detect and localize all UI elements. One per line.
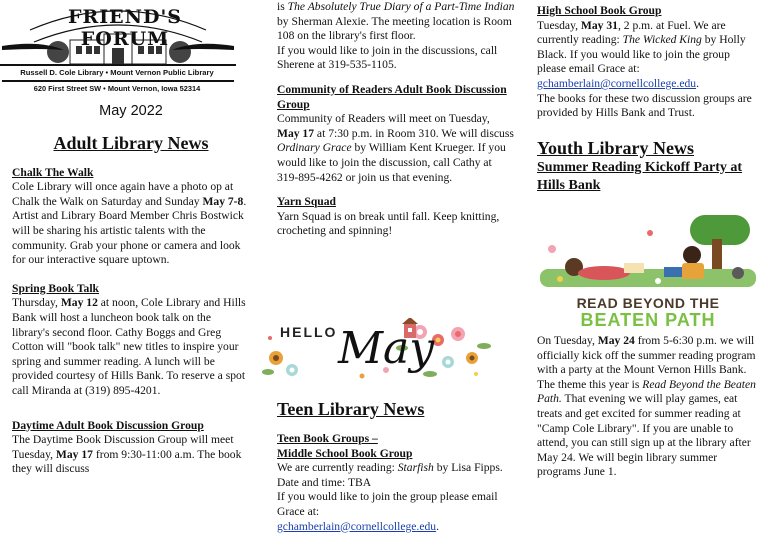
- kickoff-text: On Tuesday, May 24 from 5-6:30 p.m. we will officially kick off the summer reading program with a party at the Mount Vernon Hills Bank. The theme this year is Read Beyond the Beaten Path. That evening we will play games, eat treats and get excited for summer reading at "Camp Cole Library". If you are unable to attend, you can still sign up at the library after May 24. We will begin library summer programs June 1.: [537, 334, 756, 479]
- daytime-discussion-text: The Daytime Book Discussion Group will meet Tuesday, May 17 from 9:30-11:00 a.m. The book they will discuss: [12, 433, 242, 476]
- column-3: [537, 4, 759, 195]
- hello-label: HELLO: [280, 324, 338, 340]
- masthead-divider: [2, 80, 234, 82]
- spring-book-talk-title: Spring Book Talk: [12, 281, 100, 295]
- middle-school-group-text: We are currently reading: Starfish by Lisa Fipps. Date and time: TBA: [277, 461, 503, 489]
- reading-illustration: [540, 215, 756, 295]
- community-readers-text: Community of Readers will meet on Tuesday, May 17 at 7:30 p.m. in Room 310. We will discuss Ordinary Grace by William Kent Krueger. If you would like to join the discussion, call Cathy at 319-895-4262 or join us that evening.: [277, 112, 514, 184]
- teen-groups-title: Teen Book Groups –: [277, 432, 378, 445]
- summer-kickoff-title: Summer Reading Kickoff Party at Hills Bank: [537, 159, 743, 193]
- grace-email-link[interactable]: gchamberlain@cornellcollege.edu: [277, 519, 437, 533]
- issue-date: May 2022: [99, 103, 163, 119]
- adult-news-heading: Adult Library News: [53, 132, 209, 153]
- teen-section: [277, 398, 515, 534]
- spring-book-talk-text: Thursday, May 12 at noon, Cole Library and Hills Bank will host a luncheon book talk on the library's second floor. Cathy Boggs and Greg Cotton will "book talk" new titles to inspire your spring and summer reading. A lunch will be provided courtesy of Hills Bank. To reserve a spot call Miranda at (319) 895-4201.: [12, 296, 246, 397]
- yarn-squad-text: Yarn Squad is on break until fall. Keep knitting, crocheting and spinning!: [277, 209, 500, 238]
- chalk-walk-text: Cole Library will once again have a photo op at Chalk the Walk on Saturday and Sunday May 7-8. Artist and Library Board Member Chris Bostwick will be sharing his artistic talents with the community. Grab your phone or camera and look for our interactive square uptown.: [12, 180, 247, 267]
- masthead-library-line: Russell D. Cole Library • Mount Vernon Public Library: [20, 68, 214, 77]
- masthead: [0, 0, 230, 100]
- youth-news-heading: Youth Library News: [537, 137, 695, 158]
- grace-email-link-hs[interactable]: gchamberlain@cornellcollege.edu: [537, 76, 697, 90]
- youth-section: [537, 334, 759, 480]
- middle-school-group-contact: If you would like to join the group please email Grace at:: [277, 490, 498, 518]
- summer-reading-banner: [540, 215, 756, 331]
- chalk-walk-title: Chalk The Walk: [12, 165, 94, 179]
- community-readers-title: Community of Readers Adult Book Discussion Group: [277, 82, 507, 111]
- banner-bottom-text: BEATEN PATH: [580, 310, 716, 330]
- yarn-squad-title: Yarn Squad: [277, 195, 336, 209]
- high-school-group-text: Tuesday, May 31, 2 p.m. at Fuel. We are currently reading: The Wicked King by Holly Black. If you would like to join the group please email Grace at:: [537, 18, 746, 76]
- teen-news-heading: Teen Library News: [277, 399, 425, 419]
- masthead-address-line: 620 First Street SW • Mount Vernon, Iowa 52314: [33, 84, 201, 93]
- middle-school-group-title: Middle School Book Group: [277, 446, 413, 460]
- book-provider-note: The books for these two discussion groups are provided by Hills Bank and Trust.: [537, 91, 752, 120]
- hello-may-graphic: [262, 318, 492, 384]
- teen-email-wrap: gchamberlain@cornellcollege.edu.: [277, 519, 439, 533]
- high-school-group-title: High School Book Group: [537, 4, 662, 17]
- daytime-discussion-continued: is The Absolutely True Diary of a Part-Time Indian by Sherman Alexie. The meeting location is Room 108 on the library's first floor.: [277, 0, 515, 43]
- daytime-discussion-title: Daytime Adult Book Discussion Group: [12, 418, 204, 432]
- hs-email-wrap: gchamberlain@cornellcollege.edu.: [537, 76, 699, 90]
- masthead-title: FRIEND'S FORUM: [67, 6, 183, 50]
- column-2: [277, 0, 515, 239]
- daytime-discussion-contact: If you would like to join in the discussions, call Sherene at 319-535-1105.: [277, 43, 498, 72]
- may-label: May: [338, 323, 435, 374]
- banner-top-text: READ BEYOND THE: [576, 295, 720, 311]
- column-1: [12, 104, 250, 477]
